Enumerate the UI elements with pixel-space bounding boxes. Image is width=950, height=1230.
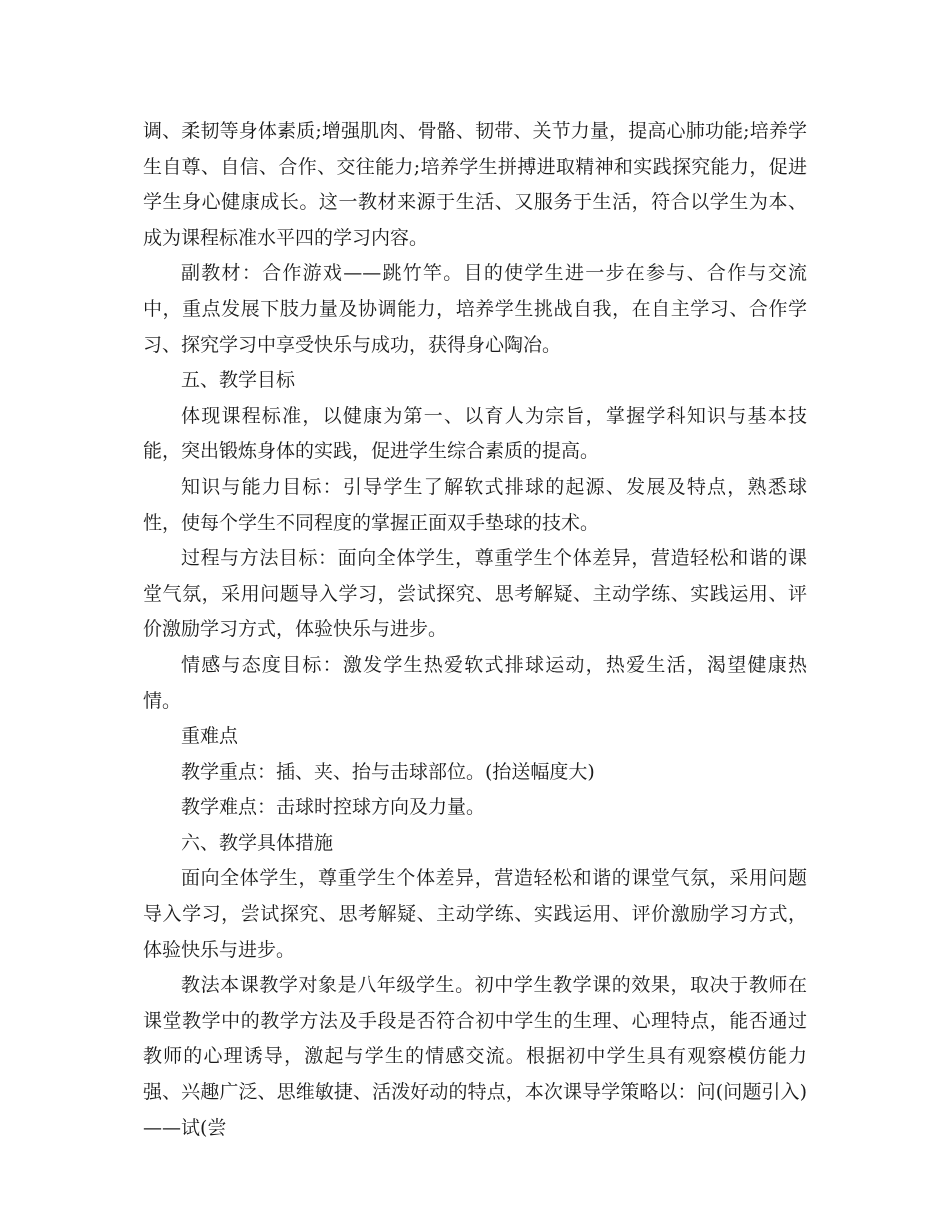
section-heading-6: 六、教学具体措施: [181, 831, 334, 854]
paragraph-2: 副教材：合作游戏——跳竹竿。目的使学生进一步在参与、合作与交流中，重点发展下肢力量及协调能力，培养学生挑战自我，在自主学习、合作学习、探究学习中享受快乐与成功，获得身心陶冶。: [143, 262, 807, 356]
paragraph-4: 知识与能力目标：引导学生了解软式排球的起源、发展及特点，熟悉球性，使每个学生不同程度的掌握正面双手垫球的技术。: [143, 475, 807, 534]
paragraph-3: 体现课程标准，以健康为第一、以育人为宗旨，掌握学科知识与基本技能，突出锻炼身体的实践，促进学生综合素质的提高。: [143, 404, 807, 463]
paragraph-9: 面向全体学生，尊重学生个体差异，营造轻松和谐的课堂气氛，采用问题导入学习，尝试探究、思考解疑、主动学练、实践运用、评价激励学习方式，体验快乐与进步。: [143, 867, 807, 961]
section-heading-5: 五、教学目标: [181, 369, 296, 392]
paragraph-6: 情感与态度目标：激发学生热爱软式排球运动，热爱生活，渴望健康热情。: [143, 653, 807, 712]
paragraph-5: 过程与方法目标：面向全体学生，尊重学生个体差异，营造轻松和谐的课堂气氛，采用问题导入学习，尝试探究、思考解疑、主动学练、实践运用、评价激励学习方式，体验快乐与进步。: [143, 547, 807, 641]
subheading-key-points: 重难点: [181, 725, 239, 748]
paragraph-7: 教学重点：插、夹、抬与击球部位。(抬送幅度大): [181, 760, 595, 783]
paragraph-10: 教法本课教学对象是八年级学生。初中学生教学课的效果，取决于教师在课堂教学中的教学方法及手段是否符合初中学生的生理、心理特点，能否通过教师的心理诱导，激起与学生的情感交流。根据初中学生具有观察模仿能力强、兴趣广泛、思维敏捷、活泼好动的特点，本次课导学策略以：问(问题引入)——试(尝: [143, 974, 807, 1139]
paragraph-1: 调、柔韧等身体素质;增强肌肉、骨骼、韧带、关节力量，提高心肺功能;培养学生自尊、自信、合作、交往能力;培养学生拼搏进取精神和实践探究能力，促进学生身心健康成长。这一教材来源于生活、又服务于生活，符合以学生为本、成为课程标准水平四的学习内容。: [143, 120, 807, 249]
paragraph-8: 教学难点：击球时控球方向及力量。: [181, 796, 486, 819]
